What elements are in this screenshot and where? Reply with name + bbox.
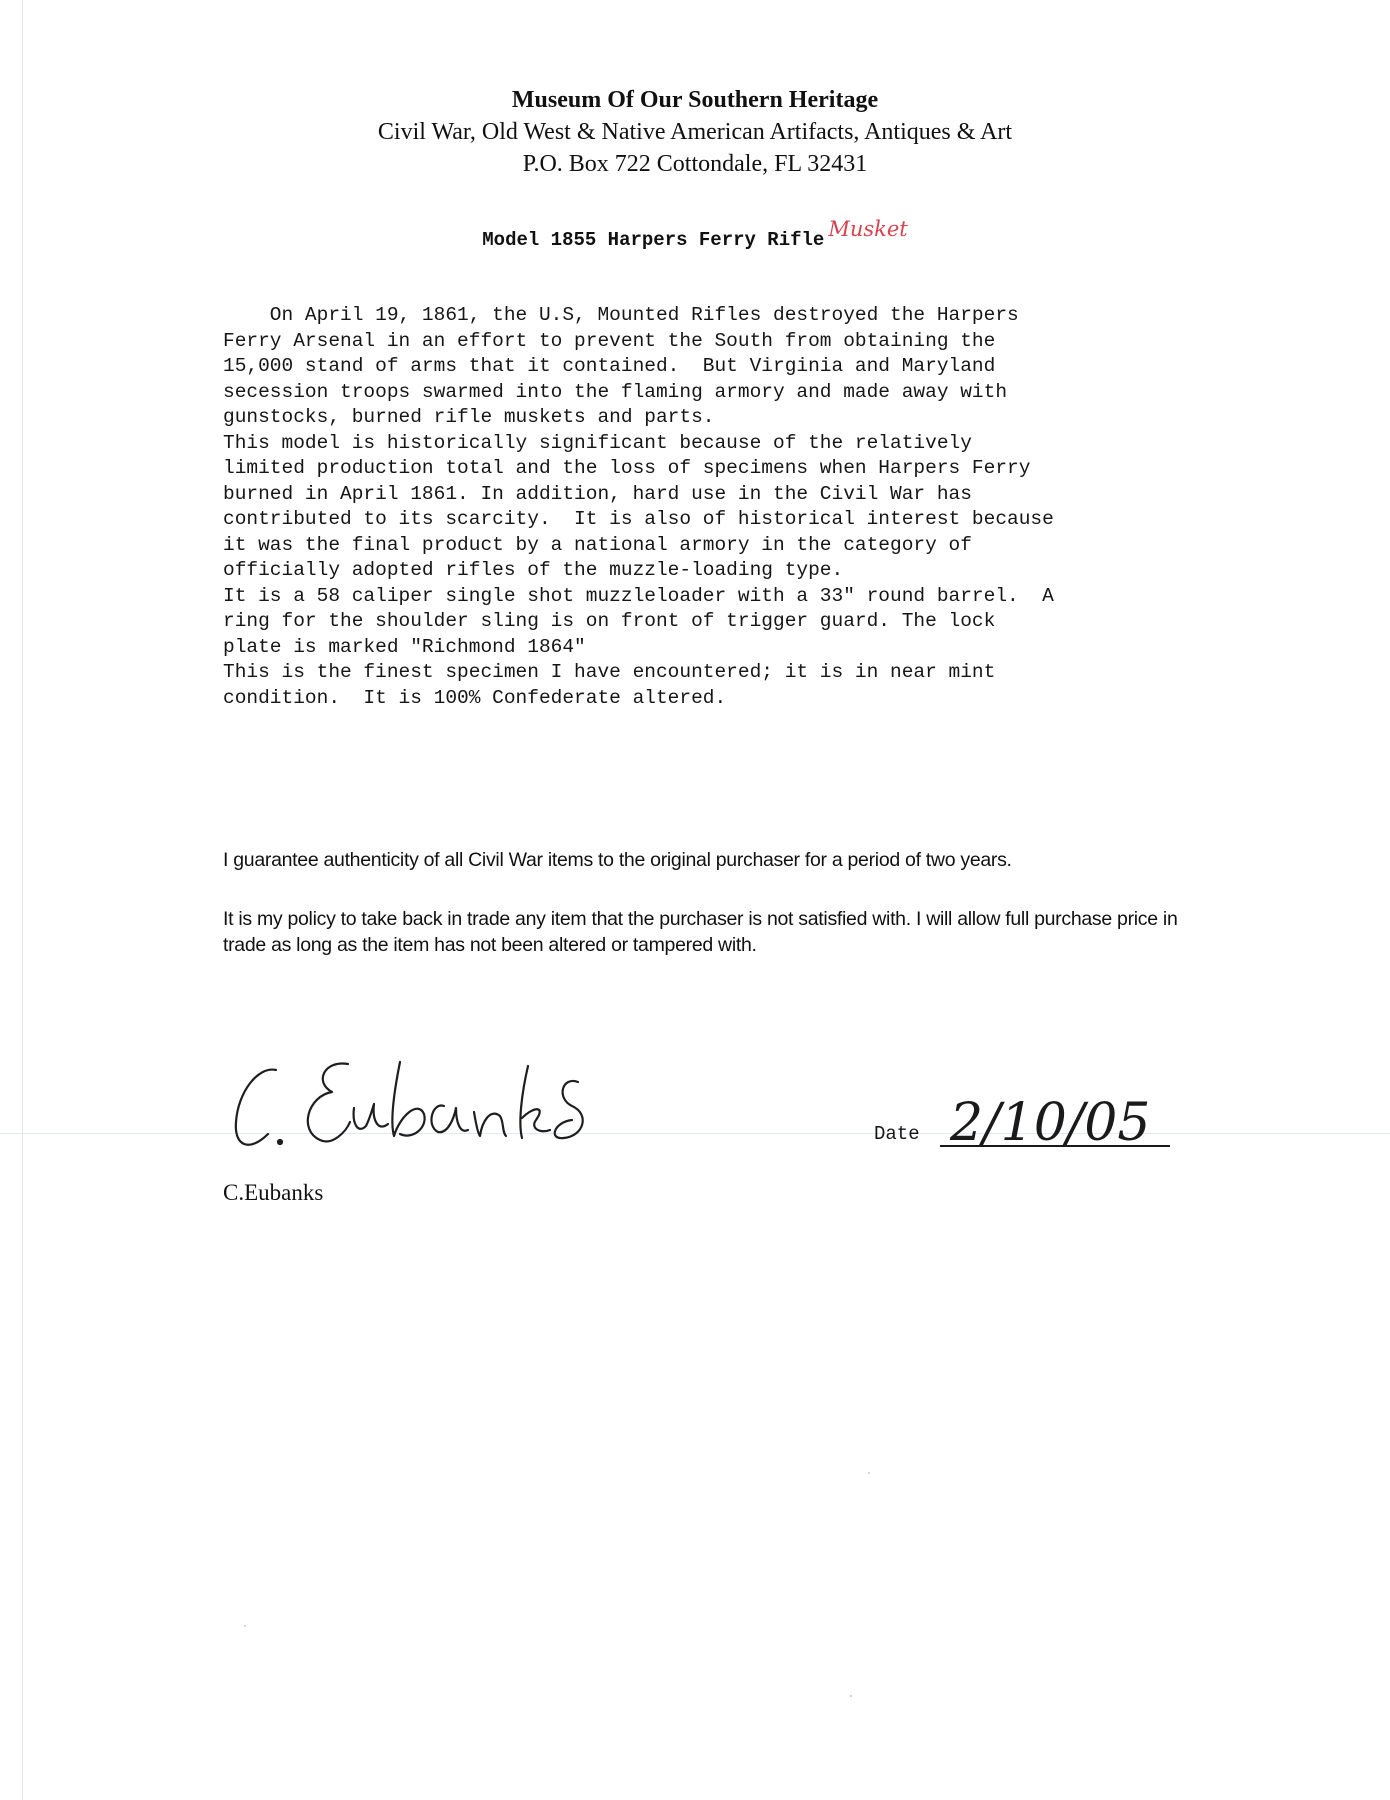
scan-speck [850,1695,852,1697]
museum-tagline: Civil War, Old West & Native American Artifacts, Antiques & Art [377,119,1013,145]
return-policy-statement: It is my policy to take back in trade any item that the purchaser is not satisfied with. I will allow full purchase price in trade as long as the item has not been altered or tampered with. [223,908,1178,956]
handwritten-date [938,1088,1178,1158]
signer-name: C.Eubanks [223,1180,324,1205]
description-line: This model is historically significant because of the relatively [223,431,972,454]
scan-speck [244,1625,246,1627]
item-description [223,303,1223,711]
museum-address: P.O. Box 722 Cottondale, FL 32431 [522,151,868,177]
museum-name: Museum Of Our Southern Heritage [511,87,879,113]
description-line: Ferry Arsenal in an effort to prevent the South from obtaining the [223,329,996,352]
description-line: officially adopted rifles of the muzzle-loading type. [223,559,844,581]
description-line: On April 19, 1861, the U.S, Mounted Rifles destroyed the Harpers [223,304,1019,326]
guarantee-statement: I guarantee authenticity of all Civil War items to the original purchaser for a period of two years. [223,849,1012,871]
description-line: it was the final product by a national armory in the category of [223,533,972,556]
date-label: Date [874,1123,920,1145]
scan-speck [868,1472,870,1474]
description-line: limited production total and the loss of specimens when Harpers Ferry [223,457,1031,479]
description-line: This is the finest specimen I have encountered; it is in near mint [223,661,996,683]
handwritten-title-note: Musket [828,217,908,241]
description-line: It is a 58 caliper single shot muzzleloader with a 33" round barrel. A [223,584,1054,607]
description-line: burned in April 1861. In addition, hard use in the Civil War has [223,482,972,505]
description-line: 15,000 stand of arms that it contained. But Virginia and Maryland [223,355,996,377]
description-line: gunstocks, burned rifle muskets and parts. [223,406,715,428]
description-line: contributed to its scarcity. It is also of historical interest because [223,508,1054,530]
description-line: plate is marked "Richmond 1864" [223,635,586,658]
handwritten-signature [228,1052,658,1162]
description-line: condition. It is 100% Confederate altered. [223,686,727,709]
scan-artifact-line [0,1133,1390,1134]
description-line: secession troops swarmed into the flaming armory and made away with [223,380,1008,403]
item-title-row [0,217,1390,251]
description-line: ring for the shoulder sling is on front of trigger guard. The lock [223,610,996,632]
item-title: Model 1855 Harpers Ferry Rifle [482,229,825,251]
scan-edge [22,0,23,1800]
letterhead [0,84,1390,180]
date-value: 2/10/05 [950,1093,1151,1153]
